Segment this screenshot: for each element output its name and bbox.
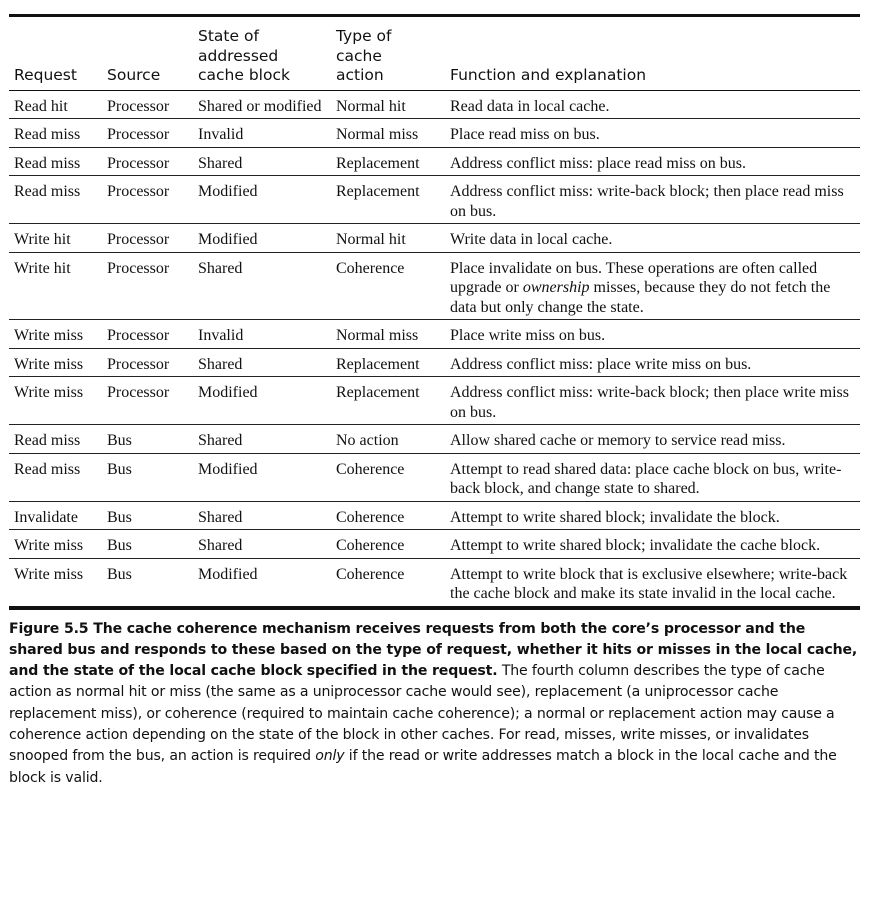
cell-request: Invalidate bbox=[14, 508, 78, 526]
cell-action: Normal miss bbox=[336, 126, 419, 143]
cell-source: Processor bbox=[107, 231, 170, 248]
cell-request: Read miss bbox=[14, 126, 81, 143]
cell-source: Processor bbox=[107, 183, 170, 200]
table-row bbox=[9, 90, 860, 119]
cell-source: Bus bbox=[107, 508, 132, 526]
cell-explanation: Attempt to write shared block; invalidate the cache block. bbox=[450, 537, 821, 554]
cell-request: Write miss bbox=[14, 537, 84, 554]
cell-source: Bus bbox=[107, 460, 132, 478]
table-bottom-rule bbox=[9, 606, 860, 610]
cell-action: Normal hit bbox=[336, 97, 406, 115]
table-row bbox=[9, 119, 860, 148]
caption-bold-text: The cache coherence mechanism receives requests from both the core’s processor and the shared bus and responds to these based on the type of request, whether it hits or misses in the local cache, and the state of the local cache block specified in the request. bbox=[9, 620, 858, 680]
table-row bbox=[9, 176, 860, 224]
cell-state: Modified bbox=[198, 183, 258, 200]
cell-explanation: Address conflict miss: place read miss on bus. bbox=[450, 154, 746, 172]
cell-source: Processor bbox=[107, 259, 170, 277]
caption-text-1: The fourth column describes the type of cache action as normal hit or miss (the same as a uniprocessor cache would see), replacement (a uniprocessor cache replacement miss), or coherence (required to maintain cache coherence); a normal or replacement action may cause a coherence action depending on the state of the block in other caches. For read, misses, write misses, or invalidates snooped from the bus, an action is required bbox=[9, 663, 835, 765]
cell-state: Shared bbox=[198, 537, 243, 554]
cell-action: Replacement bbox=[336, 355, 420, 373]
cell-request: Read hit bbox=[14, 97, 68, 115]
table-row bbox=[9, 530, 860, 559]
cell-explanation: Read data in local cache. bbox=[450, 97, 610, 115]
table-row bbox=[9, 558, 860, 606]
cell-action: Coherence bbox=[336, 460, 405, 478]
cell-action: Replacement bbox=[336, 154, 420, 172]
cell-state: Shared bbox=[198, 432, 243, 449]
cell-source: Processor bbox=[107, 97, 170, 115]
caption-label: Figure 5.5 bbox=[9, 620, 89, 637]
cell-request: Write hit bbox=[14, 231, 71, 248]
table-body bbox=[9, 90, 860, 606]
coherence-table bbox=[9, 17, 860, 606]
header-function: Function and explanation bbox=[450, 66, 647, 84]
table-row bbox=[9, 147, 860, 176]
cell-request: Write miss bbox=[14, 355, 84, 373]
caption-italic: only bbox=[315, 748, 345, 765]
cell-action: Coherence bbox=[336, 565, 405, 583]
cell-explanation: Allow shared cache or memory to service read miss. bbox=[450, 432, 786, 449]
cell-explanation: Address conflict miss: place write miss on bus. bbox=[450, 355, 752, 373]
table-row bbox=[9, 252, 860, 320]
header-action-type: Type of cache action bbox=[336, 27, 392, 84]
cell-source: Processor bbox=[107, 126, 170, 143]
cell-source: Bus bbox=[107, 565, 132, 583]
cell-action: Replacement bbox=[336, 384, 420, 401]
cell-source: Bus bbox=[107, 432, 132, 449]
cell-request: Read miss bbox=[14, 460, 81, 478]
header-state: State of addressed cache block bbox=[198, 27, 290, 84]
table-row bbox=[9, 425, 860, 454]
cell-state: Modified bbox=[198, 384, 258, 401]
cell-source: Processor bbox=[107, 154, 170, 172]
cell-state: Invalid bbox=[198, 327, 244, 344]
cell-state: Shared bbox=[198, 154, 243, 172]
cell-action: No action bbox=[336, 432, 399, 449]
cell-state: Shared or modified bbox=[198, 97, 322, 115]
cell-explanation: Address conflict miss: write-back block; then place read miss on bus. bbox=[450, 183, 844, 220]
cell-explanation: Address conflict miss: write-back block; then place write miss on bus. bbox=[450, 384, 850, 421]
cell-source: Processor bbox=[107, 327, 170, 344]
cell-explanation: Place invalidate on bus. These operations are often called upgrade or ownership misses, because they do not fetch the data but only change the state. bbox=[450, 259, 831, 316]
table-row bbox=[9, 224, 860, 253]
cell-action: Coherence bbox=[336, 537, 405, 554]
table-header-row bbox=[9, 17, 860, 90]
cell-request: Write miss bbox=[14, 327, 84, 344]
cell-request: Read miss bbox=[14, 183, 81, 200]
cell-source: Processor bbox=[107, 355, 170, 373]
cell-explanation: Write data in local cache. bbox=[450, 231, 613, 248]
cell-request: Read miss bbox=[14, 154, 81, 172]
cell-state: Modified bbox=[198, 565, 258, 583]
cell-action: Normal miss bbox=[336, 327, 419, 344]
figure-caption bbox=[9, 619, 860, 789]
caption-text-2: if the read or write addresses match a block in the local cache and the block is valid. bbox=[9, 748, 837, 786]
cell-action: Coherence bbox=[336, 508, 405, 526]
cell-action: Replacement bbox=[336, 183, 420, 200]
cell-explanation: Attempt to write shared block; invalidate the block. bbox=[450, 508, 780, 526]
cell-state: Shared bbox=[198, 508, 243, 526]
cell-explanation: Attempt to read shared data: place cache block on bus, write-back block, and change state to shared. bbox=[450, 460, 842, 497]
cell-state: Modified bbox=[198, 460, 258, 478]
cell-explanation: Place write miss on bus. bbox=[450, 327, 606, 344]
cell-action: Coherence bbox=[336, 259, 405, 277]
table-row bbox=[9, 453, 860, 501]
cell-state: Shared bbox=[198, 259, 243, 277]
cell-explanation: Attempt to write block that is exclusive elsewhere; write-back the cache block and make its state invalid in the local cache. bbox=[450, 565, 848, 602]
header-request: Request bbox=[14, 66, 77, 84]
cell-action: Normal hit bbox=[336, 231, 406, 248]
cell-request: Write miss bbox=[14, 565, 84, 583]
cell-request: Write miss bbox=[14, 384, 84, 401]
table-row bbox=[9, 320, 860, 349]
figure bbox=[9, 14, 860, 789]
table-row bbox=[9, 377, 860, 425]
cell-request: Write hit bbox=[14, 259, 71, 277]
cell-state: Invalid bbox=[198, 126, 244, 143]
cell-state: Modified bbox=[198, 231, 258, 248]
header-source: Source bbox=[107, 66, 161, 84]
cell-source: Bus bbox=[107, 537, 132, 554]
cell-explanation: Place read miss on bus. bbox=[450, 126, 600, 143]
cell-source: Processor bbox=[107, 384, 170, 401]
cell-request: Read miss bbox=[14, 432, 81, 449]
cell-state: Shared bbox=[198, 355, 243, 373]
table-row bbox=[9, 501, 860, 530]
table-row bbox=[9, 348, 860, 377]
